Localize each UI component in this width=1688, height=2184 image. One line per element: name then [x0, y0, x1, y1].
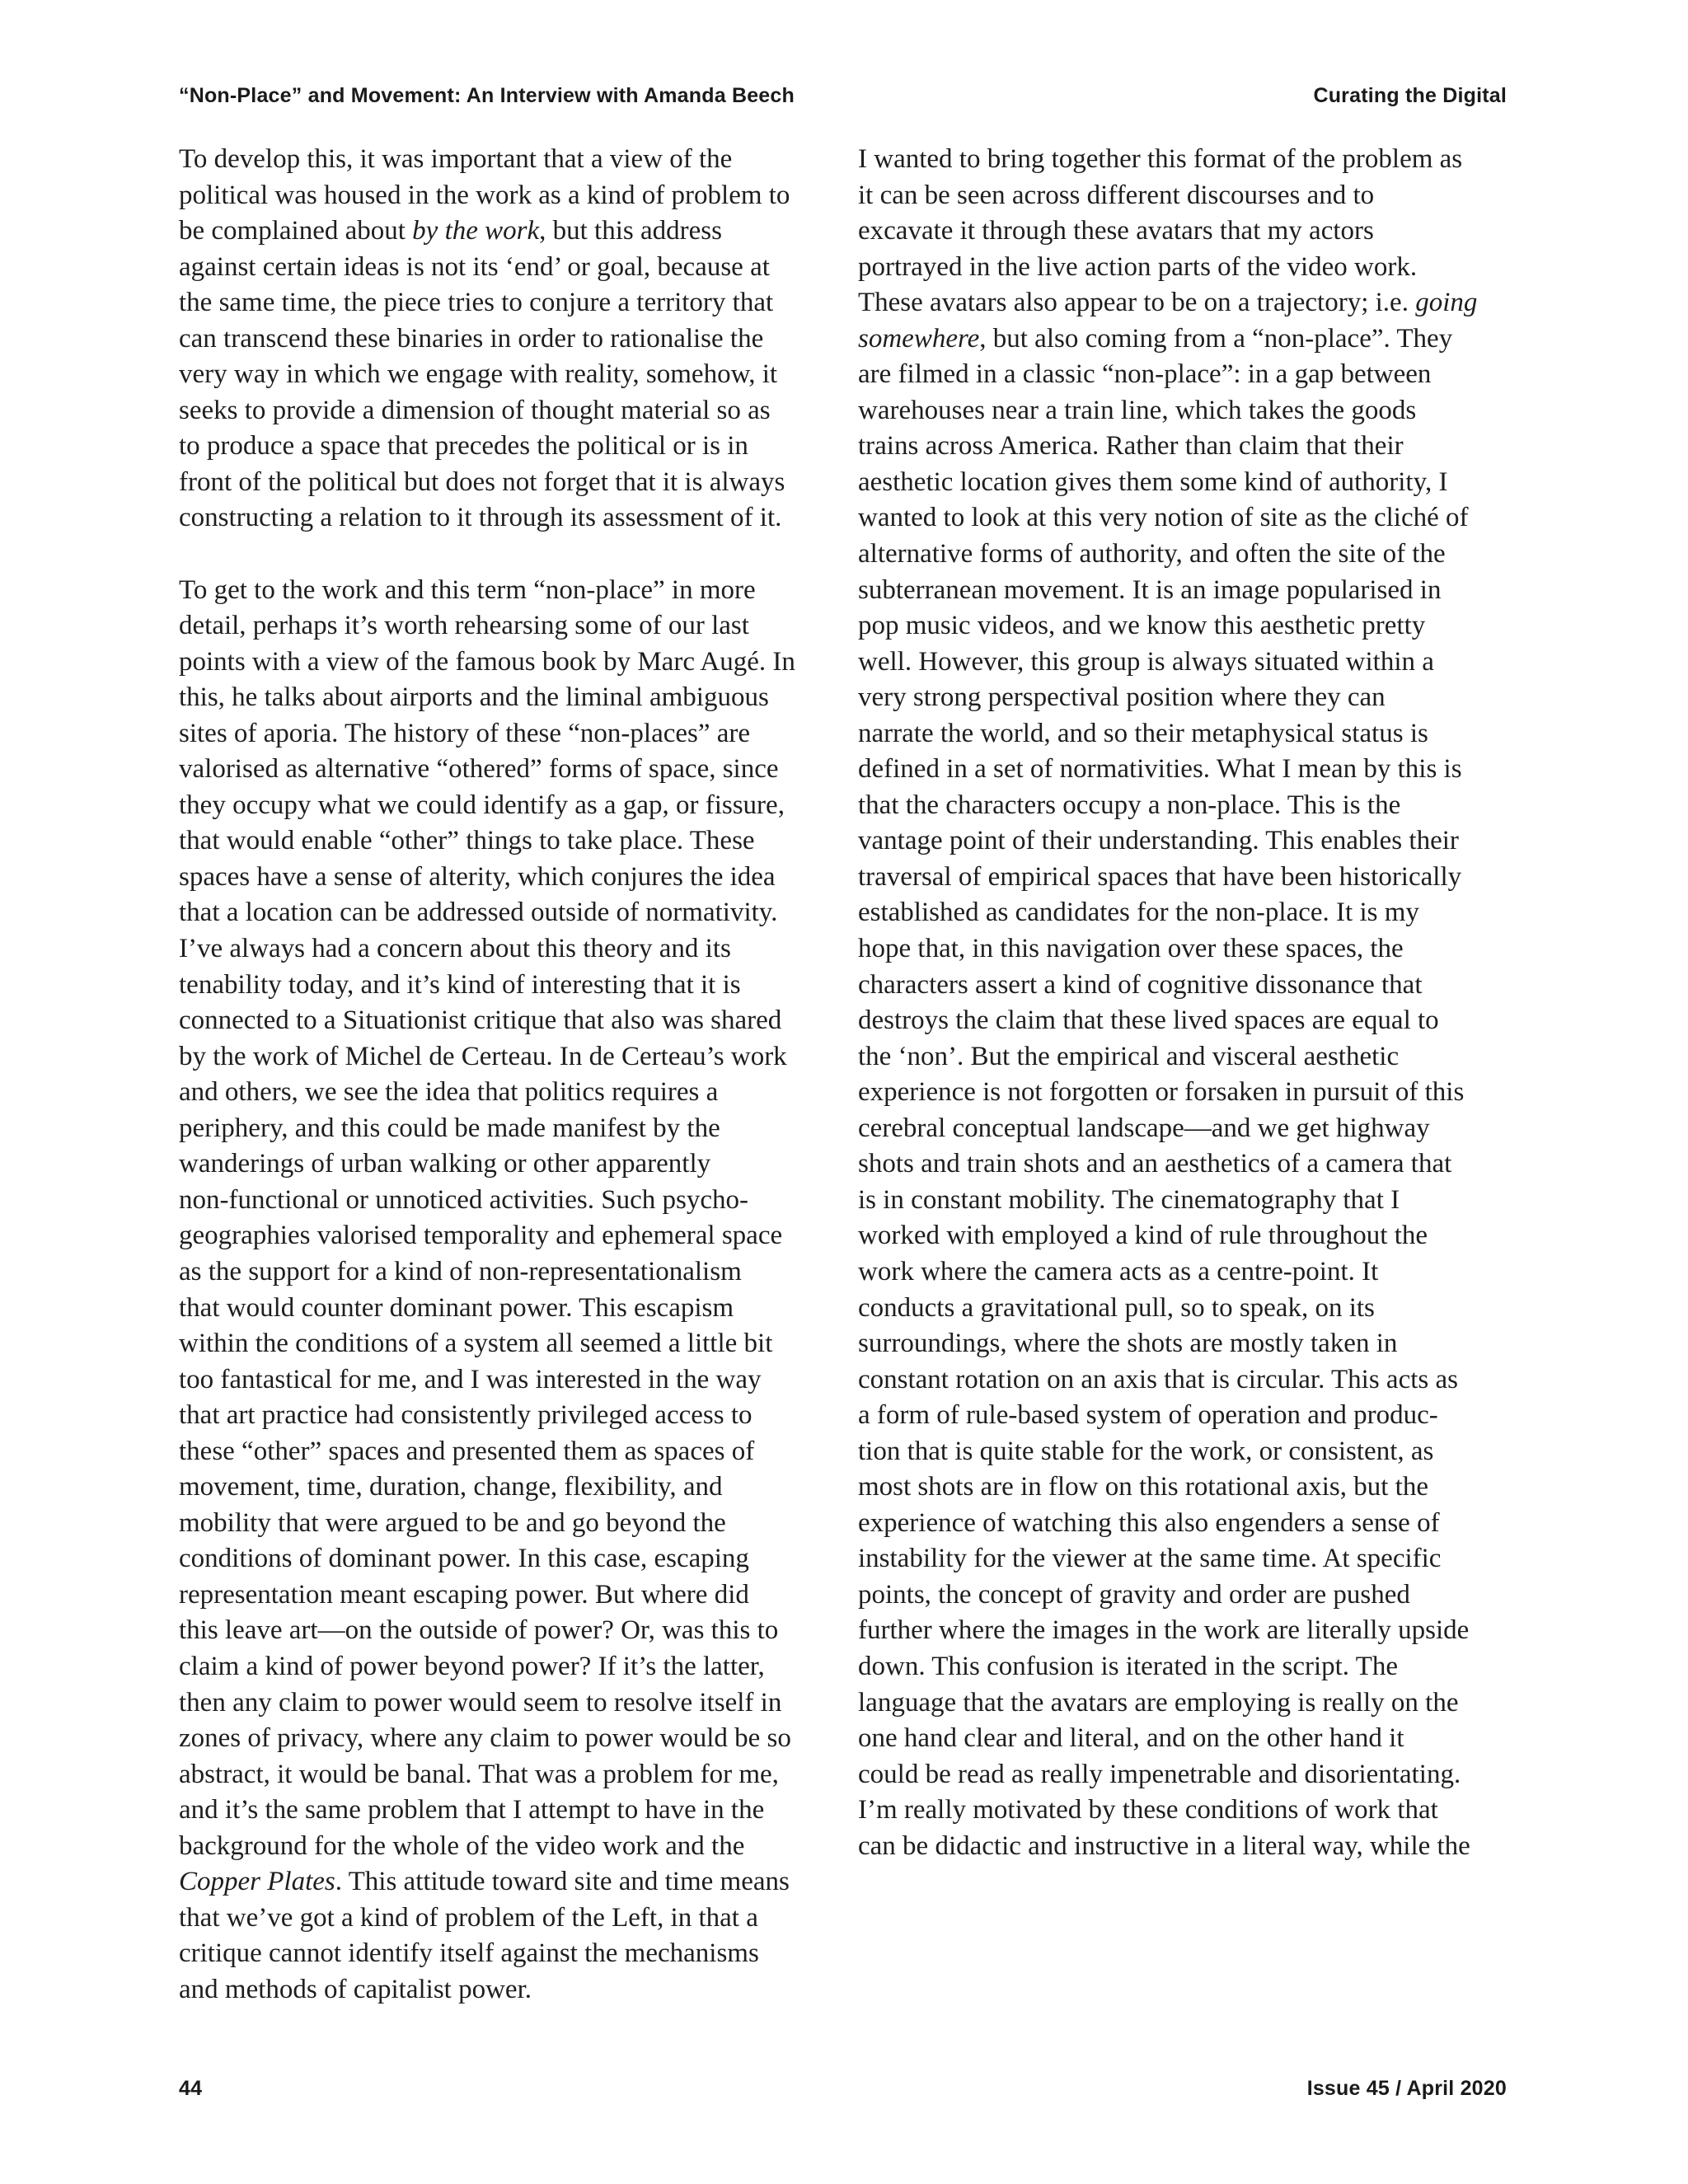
text-line: can be didactic and instructive in a literal way, while the: [858, 1830, 1470, 1861]
text-line: it can be seen across different discourses and to: [858, 180, 1375, 210]
text-line: down. This confusion is iterated in the script. The: [858, 1651, 1399, 1681]
text-line: defined in a set of normativities. What I mean by this is: [858, 754, 1462, 785]
text-line: valorised as alternative “othered” forms of space, since: [179, 754, 779, 785]
text-line: tion that is quite stable for the work, or consistent, as: [858, 1436, 1434, 1466]
right-column: [858, 142, 1507, 2008]
text-line: experience is not forgotten or forsaken in pursuit of this: [858, 1077, 1465, 1108]
text-line: this leave art—on the outside of power? Or, was this to: [179, 1615, 779, 1646]
text-line: front of the political but does not forget that it is always: [179, 466, 785, 497]
text-line: that the characters occupy a non-place. This is the: [858, 790, 1401, 820]
text-line: claim a kind of power beyond power? If it’s the latter,: [179, 1651, 765, 1681]
text-line: portrayed in the live action parts of the video work.: [858, 251, 1418, 282]
text-line: subterranean movement. It is an image popularised in: [858, 574, 1442, 605]
text-line: can transcend these binaries in order to rationalise the: [179, 323, 764, 354]
left-paragraph-2: [179, 573, 828, 2008]
text-line: that we’ve got a kind of problem of the Left, in that a: [179, 1902, 758, 1933]
text-line: spaces have a sense of alterity, which conjures the idea: [179, 861, 776, 892]
text-line: work where the camera acts as a centre-point. It: [858, 1256, 1379, 1286]
text-line: constant rotation on an axis that is circular. This acts as: [858, 1364, 1458, 1394]
text-line: is in constant mobility. The cinematography that I: [858, 1184, 1400, 1215]
text-line: against certain ideas is not its ‘end’ or goal, because at: [179, 251, 770, 282]
text-line: destroys the claim that these lived spaces are equal to: [858, 1005, 1439, 1036]
text-line: vantage point of their understanding. This enables their: [858, 826, 1459, 856]
text-line: cerebral conceptual landscape—and we get highway: [858, 1113, 1430, 1143]
article-title: “Non-Place” and Movement: An Interview with Amanda Beech: [179, 84, 795, 107]
text-line: wanderings of urban walking or other apparently: [179, 1149, 711, 1179]
text-line: periphery, and this could be made manifest by the: [179, 1113, 720, 1143]
text-line: To get to the work and this term “non-place” in more: [179, 574, 756, 605]
text-line: warehouses near a train line, which takes the goods: [858, 395, 1417, 425]
text-line: well. However, this group is always situated within a: [858, 646, 1434, 677]
text-line: within the conditions of a system all seemed a little bit: [179, 1329, 773, 1359]
text-line: I’m really motivated by these conditions of work that: [858, 1795, 1438, 1825]
text-line: traversal of empirical spaces that have been historically: [858, 861, 1462, 892]
text-line: these “other” spaces and presented them as spaces of: [179, 1436, 755, 1466]
text-line: Copper Plates. This attitude toward site and time means: [179, 1867, 790, 1897]
text-line: These avatars also appear to be on a trajectory; i.e. going: [858, 288, 1478, 318]
text-line: pop music videos, and we know this aesthetic pretty: [858, 611, 1426, 641]
text-line: very strong perspectival position where they can: [858, 682, 1386, 713]
text-line: are filmed in a classic “non-place”: in a gap between: [858, 359, 1432, 390]
text-line: abstract, it would be banal. That was a problem for me,: [179, 1759, 779, 1789]
text-line: that would enable “other” things to take place. These: [179, 826, 755, 856]
text-line: constructing a relation to it through its assessment of it.: [179, 503, 782, 533]
text-line: experience of watching this also engenders a sense of: [858, 1507, 1440, 1538]
text-line: as the support for a kind of non-representationalism: [179, 1256, 742, 1286]
text-line: by the work of Michel de Certeau. In de Certeau’s work: [179, 1041, 787, 1071]
text-line: this, he talks about airports and the liminal ambiguous: [179, 682, 769, 713]
text-line: to produce a space that precedes the political or is in: [179, 431, 748, 462]
text-line: worked with employed a kind of rule throughout the: [858, 1221, 1428, 1251]
text-line: political was housed in the work as a kind of problem to: [179, 180, 790, 210]
text-line: characters assert a kind of cognitive dissonance that: [858, 969, 1423, 1000]
text-line: shots and train shots and an aesthetics of a camera that: [858, 1149, 1452, 1179]
text-line: conducts a gravitational pull, so to speak, on its: [858, 1292, 1375, 1323]
text-line: I’ve always had a concern about this theory and its: [179, 934, 731, 964]
text-line: most shots are in flow on this rotational axis, but the: [858, 1472, 1429, 1502]
text-line: connected to a Situationist critique that also was shared: [179, 1005, 782, 1036]
italic-phrase: somewhere: [858, 323, 980, 354]
text-line: and it’s the same problem that I attempt to have in the: [179, 1795, 765, 1825]
text-line: mobility that were argued to be and go beyond the: [179, 1507, 726, 1538]
text-line: too fantastical for me, and I was interested in the way: [179, 1364, 762, 1394]
text-line: detail, perhaps it’s worth rehearsing some of our last: [179, 611, 749, 641]
text-line: points with a view of the famous book by Marc Augé. In: [179, 646, 795, 677]
text-line: critique cannot identify itself against the mechanisms: [179, 1938, 759, 1969]
text-line: zones of privacy, where any claim to power would be so: [179, 1723, 791, 1754]
text-line: To develop this, it was important that a view of the: [179, 144, 733, 174]
text-line: language that the avatars are employing is really on the: [858, 1687, 1459, 1718]
body-columns: [179, 142, 1507, 2008]
text-line: that a location can be addressed outside of normativity.: [179, 898, 778, 928]
text-line: excavate it through these avatars that my actors: [858, 216, 1374, 246]
text-line: they occupy what we could identify as a gap, or fissure,: [179, 790, 785, 820]
page-number: 44: [179, 2077, 203, 2100]
text-line: the same time, the piece tries to conjure a territory that: [179, 288, 774, 318]
text-line: sites of aporia. The history of these “non-places” are: [179, 718, 751, 748]
text-line: trains across America. Rather than claim that their: [858, 431, 1404, 462]
text-line: geographies valorised temporality and ephemeral space: [179, 1221, 783, 1251]
text-line: somewhere, but also coming from a “non-place”. They: [858, 323, 1453, 354]
italic-title: Copper Plates: [179, 1867, 335, 1897]
text-line: instability for the viewer at the same time. At specific: [858, 1544, 1442, 1574]
italic-phrase: going: [1415, 288, 1478, 318]
text-line: that art practice had consistently privileged access to: [179, 1400, 753, 1431]
running-footer: [179, 2077, 1507, 2101]
text-line: one hand clear and literal, and on the other hand it: [858, 1723, 1404, 1754]
running-header: [179, 84, 1507, 108]
text-line: the ‘non’. But the empirical and visceral aesthetic: [858, 1041, 1400, 1071]
text-line: and methods of capitalist power.: [179, 1974, 532, 2004]
text-line: representation meant escaping power. But where did: [179, 1579, 749, 1610]
text-line: wanted to look at this very notion of site as the cliché of: [858, 503, 1469, 533]
text-line: points, the concept of gravity and order are pushed: [858, 1579, 1410, 1610]
text-line: be complained about by the work, but this address: [179, 216, 722, 246]
text-line: I wanted to bring together this format of the problem as: [858, 144, 1463, 174]
text-line: established as candidates for the non-place. It is my: [858, 898, 1419, 928]
text-line: surroundings, where the shots are mostly taken in: [858, 1329, 1398, 1359]
text-line: alternative forms of authority, and often the site of the: [858, 539, 1446, 569]
right-paragraph-1: [858, 142, 1507, 1864]
text-line: further where the images in the work are literally upside: [858, 1615, 1470, 1646]
text-line: tenability today, and it’s kind of interesting that it is: [179, 969, 741, 1000]
text-line: very way in which we engage with reality, somehow, it: [179, 359, 778, 390]
left-column: [179, 142, 828, 2008]
left-paragraph-1: [179, 142, 828, 537]
issue-label: Issue 45 / April 2020: [1306, 2077, 1507, 2100]
text-line: aesthetic location gives them some kind of authority, I: [858, 466, 1448, 497]
text-line: narrate the world, and so their metaphysical status is: [858, 718, 1428, 748]
italic-phrase: by the work: [412, 216, 540, 246]
text-line: movement, time, duration, change, flexibility, and: [179, 1472, 723, 1502]
text-line: then any claim to power would seem to resolve itself in: [179, 1687, 782, 1718]
text-line: background for the whole of the video work and the: [179, 1830, 745, 1861]
text-line: could be read as really impenetrable and disorientating.: [858, 1759, 1461, 1789]
text-line: a form of rule-based system of operation and produc-: [858, 1400, 1438, 1431]
text-line: non-functional or unnoticed activities. Such psycho-: [179, 1184, 749, 1215]
text-line: that would counter dominant power. This escapism: [179, 1292, 734, 1323]
text-line: hope that, in this navigation over these spaces, the: [858, 934, 1404, 964]
section-title: Curating the Digital: [1313, 84, 1507, 107]
text-line: seeks to provide a dimension of thought material so as: [179, 395, 771, 425]
text-line: and others, we see the idea that politics requires a: [179, 1077, 719, 1108]
text-line: conditions of dominant power. In this case, escaping: [179, 1544, 749, 1574]
